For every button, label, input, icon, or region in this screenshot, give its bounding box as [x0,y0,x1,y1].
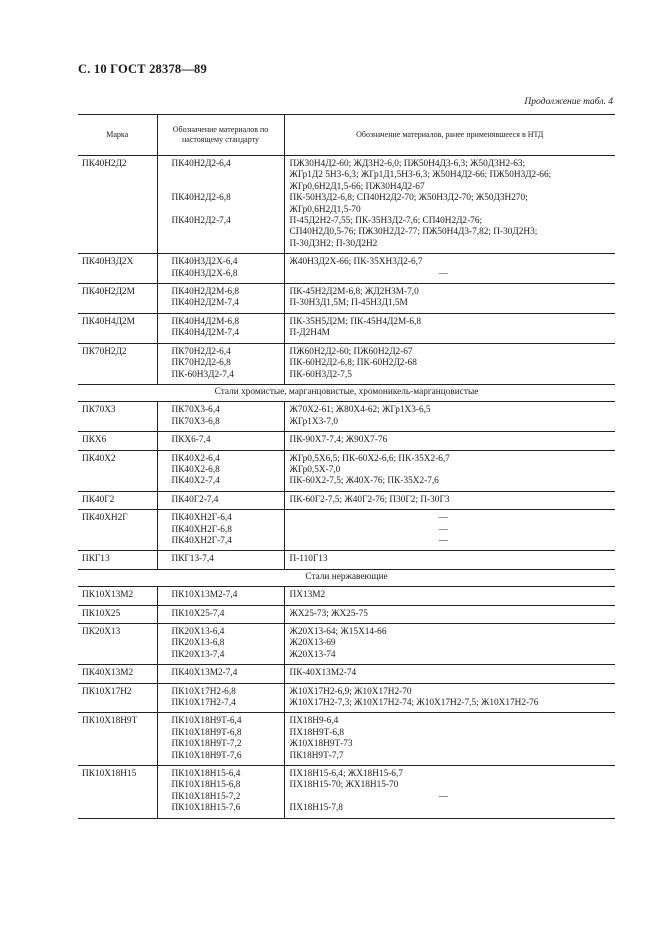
mark-cell: ПК10Х18Н9Т [78,713,157,766]
section-heading: Стали нержавеющие [78,569,615,586]
designation-line [172,170,281,181]
table-row [78,313,615,343]
mark-cell: ПК40Н4Д2М [78,313,157,343]
former-designation-line: ПК-60Н2Д2-6,8; ПК-60Н2Д2-68 [289,358,417,369]
designation-line: ПК10Х18Н15-6,4 [171,769,241,780]
designation-line: ПК40ХН2Г-6,8 [171,524,232,535]
materials-table [78,114,615,819]
former-designation-line: Ж20Х13-69 [289,638,336,649]
table-row [78,254,615,284]
mark-cell: ПК40ХН2Г [78,510,157,551]
mark-cell: ПКХ6 [78,432,157,450]
former-designation-line: ЖГр1Д2 5Н3-6,3; ЖГр1Д1,5Н3-6,3; Ж50Н4Д2-66; ПЖ50Н3Д2-66; [289,170,552,181]
designation-cell [157,713,284,766]
designation-line [172,227,281,238]
former-designation-cell [284,551,615,569]
former-designation-line: ПК-90Х7-7,4; Ж90Х7-76 [289,435,388,446]
designation-line: ПК40Н4Д2М-7,4 [171,328,240,339]
designation-cell [157,402,284,432]
mark-cell: ПК10Х17Н2 [78,683,157,713]
designation-line: ПК40Х13М2-7,4 [171,668,238,679]
former-designation-line: ПК-60Н3Д2-7,5 [289,369,352,380]
designation-cell [157,624,284,665]
designation-cell [157,766,284,819]
table-row [78,450,615,491]
designation-line: ПК10Х17Н2-6,8 [171,686,236,697]
former-designation-cell [284,156,615,254]
designation-line: ПК40Н4Д2М-6,8 [171,316,240,327]
former-designation-line: П-110Г13 [289,554,328,565]
designation-cell [157,313,284,343]
designation-line [172,182,281,193]
former-designation-line: ПХ18Н15-6,4; ЖХ18Н15-6,7 [289,769,403,780]
former-designation-line: Ж40Н3Д2Х-66; ПК-35ХН3Д2-6,7 [289,257,423,268]
table-row [78,683,615,713]
designation-line [172,239,281,250]
former-designation-line: Ж10Х18Н9Т-73 [289,739,353,750]
table-row [78,491,615,509]
designation-cell [157,254,284,284]
former-designation-line: СП40Н2Д0,5-76; ПЖ30Н2Д2-77; ПЖ50Н4Д3-7,82; П-30Д2Н3; [289,227,538,238]
designation-line: ПК10Х25-7,4 [171,608,225,619]
former-designation-cell [284,491,615,509]
table-row [78,510,615,551]
section-heading-row [78,569,615,586]
designation-line: ПК70Х3-6,4 [171,405,220,416]
former-designation-cell [284,343,615,384]
designation-line: ПК40Г2-7,4 [171,494,219,505]
mark-cell: ПК40Н2Д2 [78,156,157,254]
former-designation-cell [284,665,615,683]
mark-cell: ПК70Х3 [78,402,157,432]
mark-cell: ПК40Х2 [78,450,157,491]
table-row [78,284,615,314]
designation-line: ПК20Х13-6,4 [171,627,225,637]
table-row [78,766,615,819]
mark-cell: ПКГ13 [78,551,157,569]
former-designation-cell [284,683,615,713]
former-designation-line: ПХ18Н15-7,8 [289,803,343,814]
designation-cell [157,510,284,551]
designation-line [172,205,281,216]
designation-line: ПК10Х18Н9Т-6,8 [171,727,242,738]
designation-cell [157,605,284,623]
mark-cell: ПК10Х18Н15 [78,766,157,819]
designation-cell [157,665,284,683]
column-header-former: Обозначение материалов, ранее применявшееся в НТД [284,115,615,156]
mark-cell: ПК10Х13М2 [78,587,157,605]
mark-cell: ПК40Х13М2 [78,665,157,683]
former-designation-line: ПК-35Н5Д2М; ПК-45Н4Д2М-6,8 [289,316,421,327]
former-designation-line: ЖГр1Х3-7,0 [289,416,338,427]
former-designation-line: ПК-40Х13М2-74 [289,668,357,679]
designation-cell [157,587,284,605]
designation-line: ПК70Н2Д2-6,8 [171,358,231,369]
former-designation-line: ЖГр0,6Н2Д1,5-66; ПЖ30Н4Д2-67 [289,181,425,192]
mark-cell: ПК40Н3Д2Х [78,254,157,284]
section-heading-row [78,384,615,401]
former-designation-line: П-45Д2Н2-7,55; ПК-35Н3Д2-7,6; СП40Н2Д2-76; [289,216,483,227]
former-designation-cell [284,605,615,623]
table-row [78,156,615,254]
table-row [78,343,615,384]
former-designation-line: ЖГр0,6Н2Д1,5-70 [289,204,361,215]
former-designation-cell [284,587,615,605]
former-designation-line: — [438,524,448,535]
designation-cell [157,432,284,450]
mark-cell: ПК70Н2Д2 [78,343,157,384]
former-designation-line: — [438,535,448,546]
table-body [78,156,615,819]
table-row [78,551,615,569]
former-designation-cell [284,624,615,665]
designation-line: ПКХ6-7,4 [171,435,211,446]
mark-cell: ПК40Н2Д2М [78,284,157,314]
table-row [78,402,615,432]
former-designation-line: ПК-60Г2-7,5; Ж40Г2-76; П30Г2; П-30Г3 [289,494,450,505]
former-designation-line: — [438,513,448,524]
former-designation-line: ПХ18Н9-6,4 [289,716,339,727]
former-designation-line: ПХ18Н15-70; ЖХ18Н15-70 [289,780,399,791]
designation-cell [157,450,284,491]
designation-line: ПК40Н2Д2-6,8 [171,193,231,204]
designation-cell [157,156,284,254]
table-row [78,605,615,623]
former-designation-line: П-Д2Н4М [289,328,330,339]
designation-line: ПК40Н2Д2-7,4 [171,215,231,226]
former-designation-line: ПХ18Н9Т-6,8 [289,727,344,738]
designation-line: ПК10Х18Н15-7,6 [171,803,241,814]
former-designation-line: — [438,791,448,802]
designation-line: ПКГ13-7,4 [171,554,214,565]
designation-line: ПК20Х13-7,4 [171,649,225,660]
former-designation-line: Ж20Х13-64; Ж15Х14-66 [289,627,387,637]
former-designation-cell [284,450,615,491]
former-designation-line: — [438,268,448,279]
former-designation-cell [284,510,615,551]
designation-line: ПК10Х18Н9Т-7,2 [171,739,242,750]
former-designation-cell [284,313,615,343]
former-designation-line: Ж10Х17Н2-7,3; Ж10Х17Н2-74; Ж10Х17Н2-7,5; Ж10Х17Н2-76 [289,698,539,709]
designation-line: ПК40Н3Д2Х-6,8 [171,268,238,279]
column-header-mark: Марка [78,115,157,156]
former-designation-cell [284,766,615,819]
designation-cell [157,683,284,713]
designation-line: ПК40Н3Д2Х-6,4 [171,257,238,268]
former-designation-line: ПК18Н9Т-7,7 [289,750,344,761]
former-designation-line: ПХ13М2 [289,590,326,601]
designation-line: ПК10Х17Н2-7,4 [171,698,236,709]
former-designation-line: ЖГр0,5Х-7,0 [289,464,341,475]
former-designation-line: Ж10Х17Н2-6,9; Ж10Х17Н2-70 [289,686,412,697]
mark-cell: ПК10Х25 [78,605,157,623]
table-continuation-caption: Продолжение табл. 4 [524,97,613,107]
former-designation-line: ЖХ25-73; ЖХ25-75 [289,608,368,619]
designation-line: ПК10Х18Н15-7,2 [171,791,241,802]
table-row [78,665,615,683]
mark-cell: ПК20Х13 [78,624,157,665]
designation-line: ПК10Х18Н9Т-7,6 [171,750,242,761]
former-designation-line: П-30Д3Н2; П-30Д2Н2 [289,238,378,249]
designation-line: ПК40Н2Д2-6,4 [171,159,231,169]
column-header-designation: Обозначение материалов по настоящему стандарту [157,115,284,156]
designation-line: ПК10Х13М2-7,4 [171,590,238,601]
former-designation-line: П-30Н3Д1,5М; П-45Н3Д1,5М [289,298,408,309]
mark-cell: ПК40Г2 [78,491,157,509]
table-row [78,432,615,450]
designation-cell [157,284,284,314]
former-designation-cell [284,254,615,284]
former-designation-cell [284,713,615,766]
designation-line: ПК10Х18Н15-6,8 [171,780,241,791]
designation-cell [157,491,284,509]
designation-line: ПК40Х2-6,4 [171,453,220,464]
designation-line: ПК70Х3-6,8 [171,416,220,427]
former-designation-line: ПЖ30Н4Д2-60; ЖД3Н2-6,0; ПЖ50Н4Д3-6,3; Ж50Д3Н2-63; [289,159,526,169]
designation-line: ПК40Н2Д2М-7,4 [171,298,240,309]
former-designation-line: Ж70Х2-61; Ж80Х4-62; ЖГр1Х3-6,5 [289,405,431,416]
table-header-row [78,115,615,156]
former-designation-line: Ж20Х13-74 [289,649,336,660]
former-designation-line: ПК-45Н2Д2М-6,8; ЖД2Н3М-7,0 [289,287,419,298]
designation-line: ПК70Н2Д2-6,4 [171,346,231,357]
designation-line: ПК10Х18Н9Т-6,4 [171,716,242,727]
designation-line: ПК40ХН2Г-7,4 [171,535,232,546]
former-designation-line: ЖГр0,5Х6,5; ПК-60Х2-6,6; ПК-35Х2-6,7 [289,453,450,464]
designation-line: ПК40Х2-7,4 [171,476,220,487]
former-designation-cell [284,402,615,432]
table-row [78,713,615,766]
designation-cell [157,343,284,384]
former-designation-cell [284,432,615,450]
former-designation-line: ПК-50Н3Д2-6,8; СП40Н2Д2-70; Ж50Н3Д2-70; Ж50Д3Н270; [289,193,528,204]
page-header: С. 10 ГОСТ 28378—89 [78,62,207,76]
former-designation-line: ПЖ60Н2Д2-60; ПЖ60Н2Д2-67 [289,346,413,357]
former-designation-cell [284,284,615,314]
designation-cell [157,551,284,569]
table-row [78,587,615,605]
section-heading: Стали хромистые, марганцовистые, хромоникель-марганцовистые [78,384,615,401]
former-designation-line: ПК-60Х2-7,5; Ж40Х-76; ПК-35Х2-7,6 [289,476,439,487]
designation-line: ПК-60Н3Д2-7,4 [171,369,234,380]
designation-line: ПК40ХН2Г-6,4 [171,513,232,524]
table-row [78,624,615,665]
designation-line: ПК20Х13-6,8 [171,638,225,649]
designation-line: ПК40Х2-6,8 [171,464,220,475]
designation-line: ПК40Н2Д2М-6,8 [171,287,240,298]
